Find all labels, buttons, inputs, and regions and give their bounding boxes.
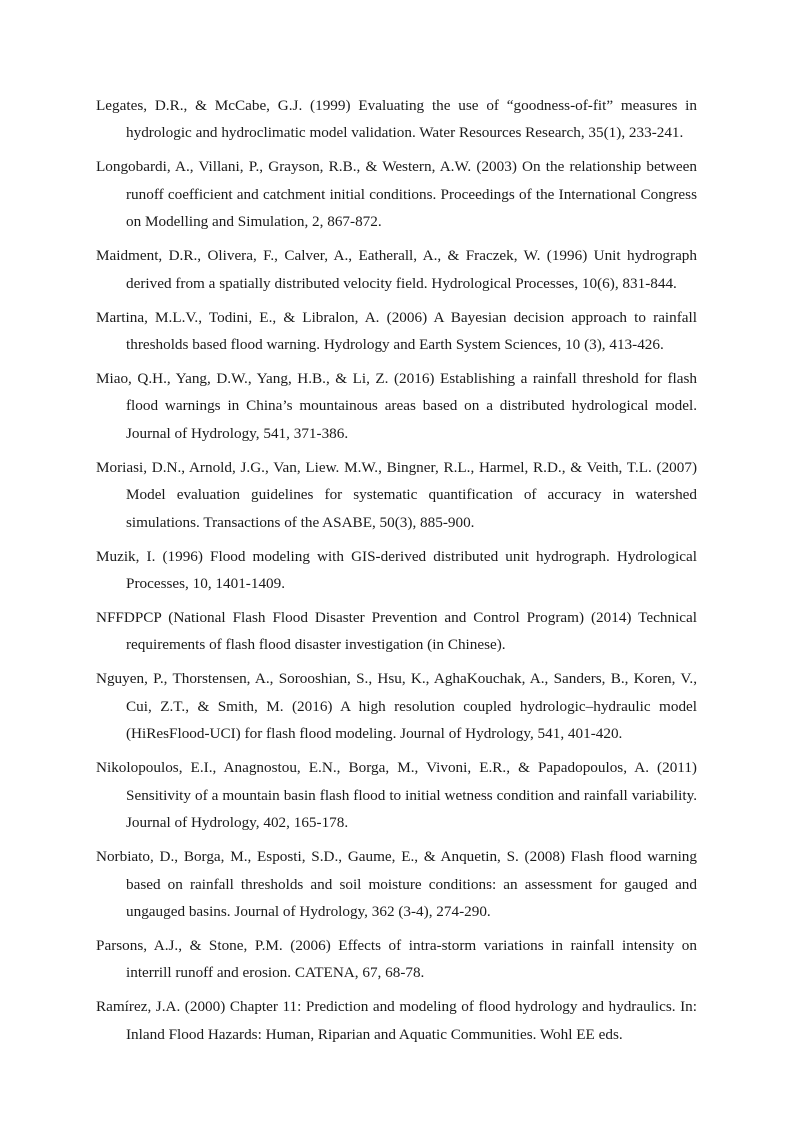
reference-entry-muzik-1996: Muzik, I. (1996) Flood modeling with GIS-derived distributed unit hydrograph. Hydrological Processes, 10, 1401-1409. [96,547,697,593]
reference-entry-nikolopoulos-2011: Nikolopoulos, E.I., Anagnostou, E.N., Borga, M., Vivoni, E.R., & Papadopoulos, A. (2011) Sensitivity of a mountain basin flash flood to initial wetness condition and rainfall variability. Journal of Hydrology, 402, 165-178. [96,759,697,832]
reference-entry-nffdpcp-2014: NFFDPCP (National Flash Flood Disaster Prevention and Control Program) (2014) Technical requirements of flash flood disaster investigation (in Chinese). [96,609,697,654]
reference-entry-miao-2016: Miao, Q.H., Yang, D.W., Yang, H.B., & Li, Z. (2016) Establishing a rainfall threshold for flash flood warnings in China’s mountainous areas based on a distributed hydrological model. Journal of Hydrology, 541, 371-386. [96,370,697,442]
reference-entry-parsons-2006: Parsons, A.J., & Stone, P.M. (2006) Effects of intra-storm variations in rainfall intensity on interrill runoff and erosion. CATENA, 67, 68-78. [96,936,697,982]
reference-entry-martina-2006: Martina, M.L.V., Todini, E., & Libralon, A. (2006) A Bayesian decision approach to rainfall thresholds based flood warning. Hydrology and Earth System Sciences, 10 (3), 413-426. [96,308,697,354]
reference-entry-nguyen-2016: Nguyen, P., Thorstensen, A., Sorooshian, S., Hsu, K., AghaKouchak, A., Sanders, B., Koren, V., Cui, Z.T., & Smith, M. (2016) A high resolution coupled hydrologic–hydraulic model (HiResFlood-UCI) for flash flood modeling. Journal of Hydrology, 541, 401-420. [96,670,697,743]
reference-list [96,92,697,1055]
reference-entry-legates-1999: Legates, D.R., & McCabe, G.J. (1999) Evaluating the use of “goodness-of-fit” measures in hydrologic and hydroclimatic model validation. Water Resources Research, 35(1), 233-241. [96,97,697,142]
reference-entry-norbiato-2008: Norbiato, D., Borga, M., Esposti, S.D., Gaume, E., & Anquetin, S. (2008) Flash flood warning based on rainfall thresholds and soil moisture conditions: an assessment for gauged and ungauged basins. Journal of Hydrology, 362 (3-4), 274-290. [96,848,697,920]
reference-entry-maidment-1996: Maidment, D.R., Olivera, F., Calver, A., Eatherall, A., & Fraczek, W. (1996) Unit hydrograph derived from a spatially distributed velocity field. Hydrological Processes, 10(6), 831-844. [96,247,697,292]
reference-entry-moriasi-2007: Moriasi, D.N., Arnold, J.G., Van, Liew. M.W., Bingner, R.L., Harmel, R.D., & Veith, T.L. (2007) Model evaluation guidelines for systematic quantification of accuracy in watershed simulations. Transactions of the ASABE, 50(3), 885-900. [96,458,697,531]
reference-entry-longobardi-2003: Longobardi, A., Villani, P., Grayson, R.B., & Western, A.W. (2003) On the relationship between runoff coefficient and catchment initial conditions. Proceedings of the International Congress on Modelling and Simulation, 2, 867-872. [96,158,697,231]
reference-entry-ramirez-2000: Ramírez, J.A. (2000) Chapter 11: Prediction and modeling of flood hydrology and hydraulics. In: Inland Flood Hazards: Human, Riparian and Aquatic Communities. Wohl EE eds. [96,998,697,1043]
